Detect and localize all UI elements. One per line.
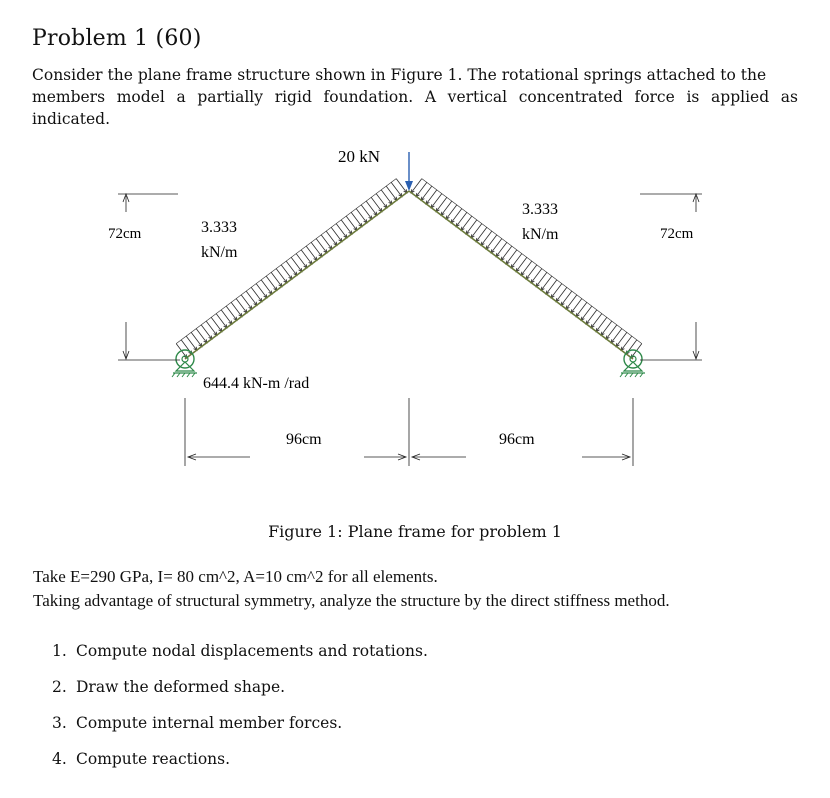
span-dimensions	[185, 398, 633, 466]
spring-stiffness-label: 644.4 kN-m /rad	[203, 375, 310, 392]
left-member	[185, 191, 409, 359]
right-span-label: 96cm	[499, 431, 535, 448]
properties-line-2: Taking advantage of structural symmetry, analyze the structure by the direct stiffness method.	[33, 591, 670, 610]
right-support	[620, 350, 645, 377]
right-load-unit: kN/m	[522, 226, 559, 243]
figure-caption: Figure 1: Plane frame for problem 1	[268, 522, 562, 541]
right-height-dimension	[640, 194, 702, 360]
task-number: 1.	[52, 642, 67, 660]
left-height-dimension	[118, 194, 180, 360]
task-number: 2.	[52, 678, 67, 696]
left-load-unit: kN/m	[201, 244, 238, 261]
intro-line-1: Consider the plane frame structure shown in Figure 1. The rotational springs attached to the	[32, 66, 767, 84]
task-item	[52, 712, 428, 748]
task-list	[52, 640, 428, 784]
task-text: Compute reactions.	[76, 750, 231, 768]
left-load-value: 3.333	[201, 219, 237, 236]
task-number: 3.	[52, 714, 67, 732]
task-text: Compute nodal displacements and rotations.	[76, 642, 428, 660]
task-number: 4.	[52, 750, 67, 768]
left-distributed-load	[176, 179, 407, 358]
material-properties	[33, 565, 670, 613]
load-boundary-line	[176, 179, 396, 344]
left-span-label: 96cm	[286, 431, 322, 448]
problem-intro	[32, 64, 798, 130]
force-label: 20 kN	[338, 147, 381, 166]
force-arrow	[405, 152, 413, 191]
frame-figure	[0, 130, 830, 510]
task-item	[52, 748, 428, 784]
properties-line-1: Take E=290 GPa, I= 80 cm^2, A=10 cm^2 for all elements.	[33, 567, 438, 586]
task-item	[52, 640, 428, 676]
task-item	[52, 676, 428, 712]
task-text: Compute internal member forces.	[76, 714, 343, 732]
left-height-label: 72cm	[108, 226, 142, 242]
problem-title: Problem 1 (60)	[32, 26, 202, 51]
right-load-value: 3.333	[522, 201, 558, 218]
right-member	[409, 191, 633, 359]
task-text: Draw the deformed shape.	[76, 678, 286, 696]
intro-line-2: members model a partially rigid foundation. A vertical concentrated force is applied as indicated.	[32, 88, 798, 128]
right-height-label: 72cm	[660, 226, 694, 242]
